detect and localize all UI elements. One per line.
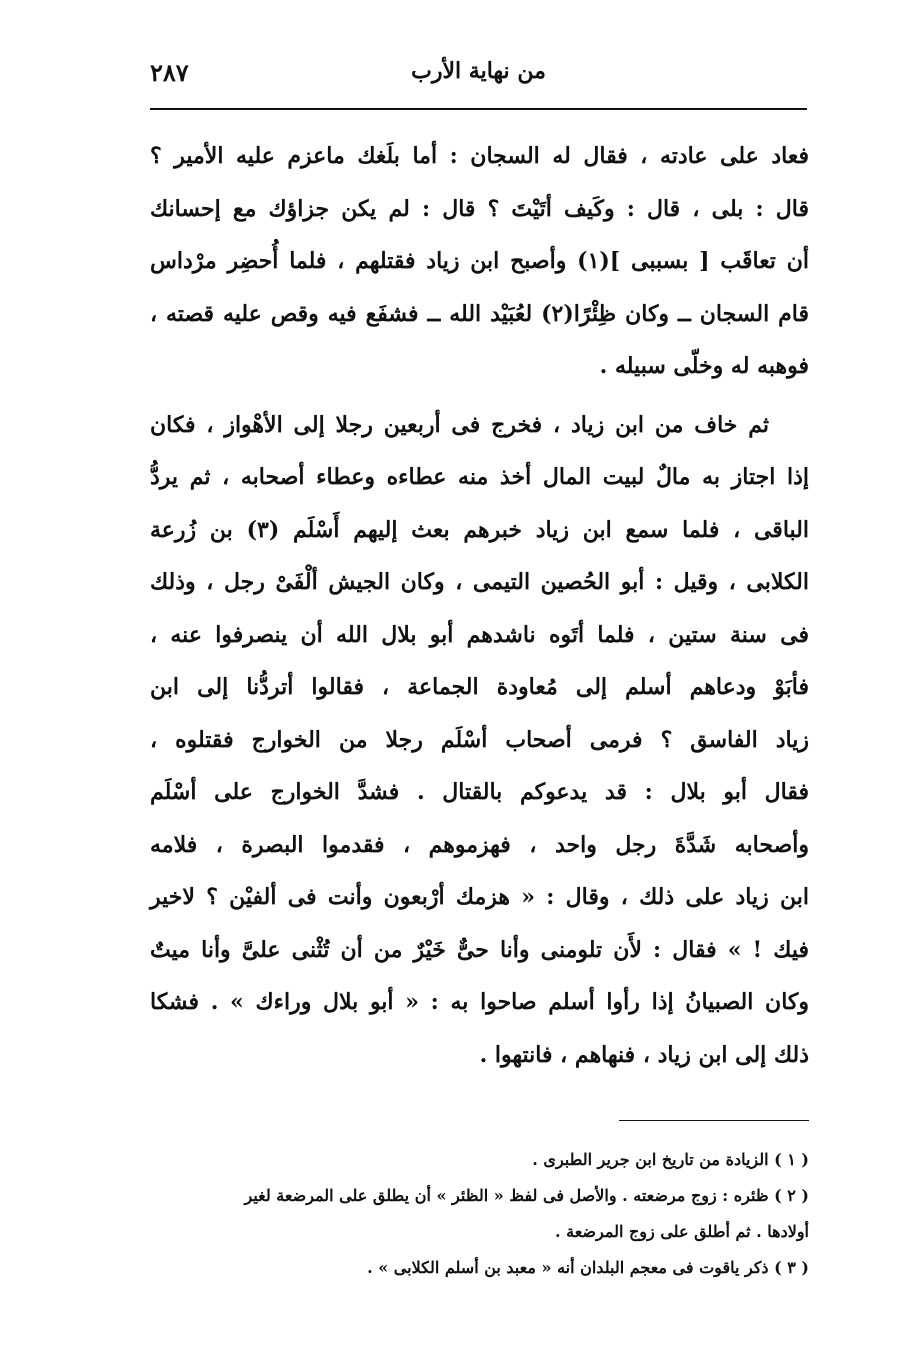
text-line: فوهبه له وخلّى سبيله . [599, 353, 809, 379]
text-line: وأصحابه شَدَّةَ رجل واحد ، فهزموهم ، فقدموا البصرة ، فلامه [150, 831, 809, 858]
paragraph [150, 399, 809, 1082]
text-line: الباقى ، فلما سمع ابن زياد خبرهم بعث إليهم أَسْلَم (٣) بن زُرعة [150, 516, 809, 543]
header-divider [150, 108, 807, 110]
text-line: أن تعاقَب [ بسببى ](١) وأصبح ابن زياد فقتلهم ، فلما أُحضِر مرْداس [150, 248, 809, 274]
running-title: من نهاية الأرب [411, 58, 546, 84]
footnotes [150, 1142, 809, 1286]
paragraph [150, 130, 809, 393]
text-line: زياد الفاسق ؟ فرمى أصحاب أسْلَم رجلا من الخوارج فقتلوه ، [150, 726, 809, 753]
footnote: ( ٢ ) ظئره : زوج مرضعته . والأصل فى لفظ « الظئر » أن يطلق على المرضعة لغير [244, 1186, 809, 1205]
text-line: فقال أبو بلال : قد يدعوكم بالقتال . فشدَّ الخوارج على أسْلَم [150, 779, 809, 805]
footnote: ( ١ ) الزيادة من تاريخ ابن جرير الطبرى . [532, 1150, 809, 1169]
footnote-continuation: أولادها . ثم أطلق على زوج المرضعة . [554, 1222, 809, 1241]
text-line: ابن زياد على ذلك ، وقال : « هزمك أرْبعون وأنت فى ألفيْن ؟ لاخير [150, 884, 809, 910]
text-line: قام السجان ــ وكان ظِئْرًا(٢) لعُبَيْد الله ــ فشفَع فيه وقص عليه قصته ، [150, 300, 809, 327]
body-text [150, 130, 809, 1081]
text-line: الكلابى ، وقيل : أبو الحُصين التيمى ، وكان الجيش ألْفَىْ رجل ، وذلك [150, 569, 809, 595]
page-number: ٢٨٧ [150, 58, 189, 87]
text-line: ذلك إلى ابن زياد ، فنهاهم ، فانتهوا . [479, 1041, 809, 1068]
text-line: فيك ! » فقال : لأَن تلومنى وأنا حىٌّ خَيْرٌ من أن تُثْنى علىَّ وأنا ميتٌ [150, 936, 809, 963]
text-line: إذا اجتاز به مالٌ لبيت المال أخذ منه عطاءه وعطاء أصحابه ، ثم يردُّ [150, 464, 809, 490]
text-line: وكان الصبيانُ إذا رأوا أسلم صاحوا به : « أبو بلال وراءك » . فشكا [150, 989, 809, 1015]
text-line: قال : بلى ، قال : وكَيف أتَيْتَ ؟ قال : لم يكن جزاؤك مع إحسانك [150, 195, 809, 222]
text-line: فعاد على عادته ، فقال له السجان : أما بلَغك ماعزم عليه الأمير ؟ [150, 143, 809, 169]
page-header [150, 58, 807, 98]
footnote-divider [619, 1120, 809, 1121]
footnote: ( ٣ ) ذكر ياقوت فى معجم البلدان أنه « معبد بن أسلم الكلابى » . [367, 1258, 809, 1277]
text-line: فى سنة ستين ، فلما أتَوه ناشدهم أبو بلال الله أن ينصرفوا عنه ، [150, 621, 809, 648]
text-line: ثم خاف من ابن زياد ، فخرج فى أربعين رجلا إلى الأهْواز ، فكان [150, 411, 769, 438]
text-line: فأبَوْ ودعاهم أسلم إلى مُعاودة الجماعة ، فقالوا أتردُّنا إلى ابن [150, 674, 809, 700]
